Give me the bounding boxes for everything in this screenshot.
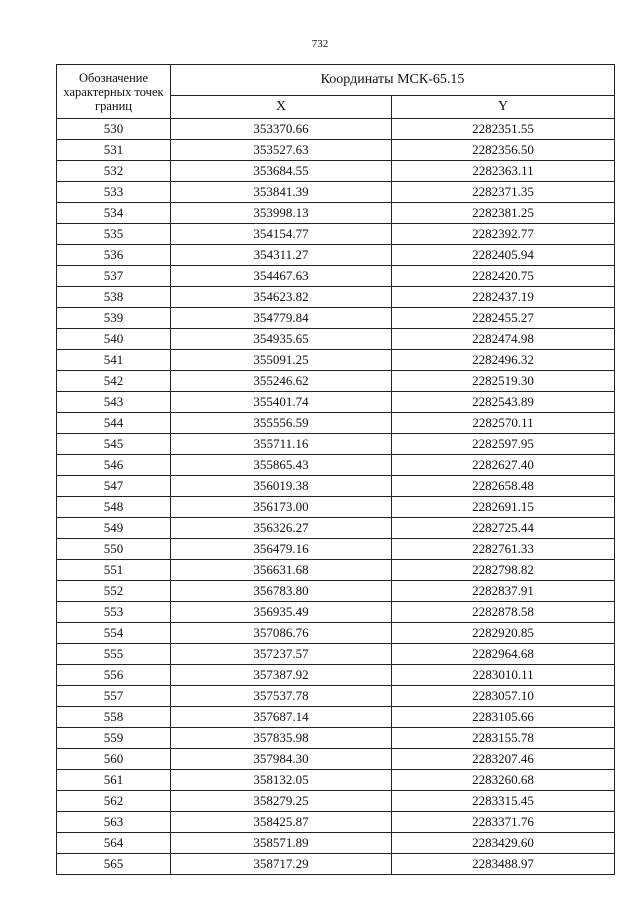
point-id-cell: 555: [57, 644, 171, 665]
coordinates-table: [56, 64, 615, 875]
table-row: [57, 476, 615, 497]
x-coordinate-cell: 354311.27: [171, 245, 392, 266]
page-number: 732: [311, 38, 329, 50]
point-id-cell: 554: [57, 623, 171, 644]
point-id-cell: 551: [57, 560, 171, 581]
point-id-cell: 541: [57, 350, 171, 371]
x-coordinate-cell: 356479.16: [171, 539, 392, 560]
y-coordinate-cell: 2282627.40: [392, 455, 615, 476]
table-row: [57, 707, 615, 728]
point-id-cell: 532: [57, 161, 171, 182]
x-coordinate-cell: 355091.25: [171, 350, 392, 371]
table-row: [57, 602, 615, 623]
x-coordinate-cell: 358279.25: [171, 791, 392, 812]
table-row: [57, 350, 615, 371]
y-coordinate-cell: 2283207.46: [392, 749, 615, 770]
point-id-cell: 563: [57, 812, 171, 833]
table-row: [57, 539, 615, 560]
x-coordinate-cell: 355865.43: [171, 455, 392, 476]
x-coordinate-cell: 354779.84: [171, 308, 392, 329]
x-coordinate-cell: 357687.14: [171, 707, 392, 728]
y-coordinate-cell: 2282519.30: [392, 371, 615, 392]
y-coordinate-cell: 2282878.58: [392, 602, 615, 623]
table-row: [57, 833, 615, 854]
point-id-cell: 535: [57, 224, 171, 245]
x-coordinate-cell: 354935.65: [171, 329, 392, 350]
table-row: [57, 623, 615, 644]
y-coordinate-cell: 2282691.15: [392, 497, 615, 518]
y-coordinate-cell: 2282392.77: [392, 224, 615, 245]
y-coordinate-cell: 2282356.50: [392, 140, 615, 161]
point-id-cell: 552: [57, 581, 171, 602]
point-id-cell: 565: [57, 854, 171, 875]
x-coordinate-cell: 357835.98: [171, 728, 392, 749]
coordinate-system-header: Координаты МСК-65.15: [171, 65, 615, 96]
table-row: [57, 392, 615, 413]
x-coordinate-cell: 356019.38: [171, 476, 392, 497]
table-row: [57, 497, 615, 518]
x-coordinate-cell: 357086.76: [171, 623, 392, 644]
table-row: [57, 203, 615, 224]
point-id-cell: 534: [57, 203, 171, 224]
table-row: [57, 686, 615, 707]
table-row: [57, 161, 615, 182]
point-id-cell: 545: [57, 434, 171, 455]
point-id-cell: 540: [57, 329, 171, 350]
x-coordinate-cell: 353684.55: [171, 161, 392, 182]
table-row: [57, 140, 615, 161]
table-row: [57, 413, 615, 434]
x-coordinate-cell: 353370.66: [171, 119, 392, 140]
y-coordinate-cell: 2283371.76: [392, 812, 615, 833]
y-coordinate-cell: 2282405.94: [392, 245, 615, 266]
y-coordinate-cell: 2282371.35: [392, 182, 615, 203]
table-row: [57, 245, 615, 266]
table-row: [57, 854, 615, 875]
table-row: [57, 812, 615, 833]
table-row: [57, 560, 615, 581]
header-row-group: [57, 65, 615, 96]
x-coordinate-cell: 353998.13: [171, 203, 392, 224]
point-id-cell: 542: [57, 371, 171, 392]
y-coordinate-cell: 2282725.44: [392, 518, 615, 539]
x-coordinate-cell: 357237.57: [171, 644, 392, 665]
table-row: [57, 329, 615, 350]
point-id-cell: 547: [57, 476, 171, 497]
table-row: [57, 434, 615, 455]
point-id-cell: 549: [57, 518, 171, 539]
x-coordinate-cell: 357537.78: [171, 686, 392, 707]
table-row: [57, 728, 615, 749]
y-coordinate-cell: 2282474.98: [392, 329, 615, 350]
point-id-cell: 550: [57, 539, 171, 560]
point-id-cell: 531: [57, 140, 171, 161]
point-id-cell: 560: [57, 749, 171, 770]
y-coordinate-cell: 2283155.78: [392, 728, 615, 749]
point-id-cell: 546: [57, 455, 171, 476]
point-id-cell: 564: [57, 833, 171, 854]
y-coordinate-cell: 2282420.75: [392, 266, 615, 287]
x-coordinate-cell: 358571.89: [171, 833, 392, 854]
table-row: [57, 791, 615, 812]
x-coordinate-cell: 355556.59: [171, 413, 392, 434]
y-coordinate-cell: 2282381.25: [392, 203, 615, 224]
point-id-cell: 530: [57, 119, 171, 140]
table-row: [57, 644, 615, 665]
point-id-cell: 558: [57, 707, 171, 728]
y-coordinate-cell: 2282597.95: [392, 434, 615, 455]
point-id-cell: 544: [57, 413, 171, 434]
point-id-cell: 553: [57, 602, 171, 623]
x-header: X: [171, 96, 392, 119]
y-header: Y: [392, 96, 615, 119]
y-coordinate-cell: 2283315.45: [392, 791, 615, 812]
table-row: [57, 182, 615, 203]
y-coordinate-cell: 2283010.11: [392, 665, 615, 686]
x-coordinate-cell: 355246.62: [171, 371, 392, 392]
y-coordinate-cell: 2282455.27: [392, 308, 615, 329]
table-row: [57, 266, 615, 287]
y-coordinate-cell: 2282837.91: [392, 581, 615, 602]
point-id-cell: 538: [57, 287, 171, 308]
x-coordinate-cell: 358132.05: [171, 770, 392, 791]
x-coordinate-cell: 358717.29: [171, 854, 392, 875]
x-coordinate-cell: 355711.16: [171, 434, 392, 455]
point-id-cell: 537: [57, 266, 171, 287]
point-id-cell: 543: [57, 392, 171, 413]
point-id-cell: 557: [57, 686, 171, 707]
table-row: [57, 665, 615, 686]
table-row: [57, 224, 615, 245]
x-coordinate-cell: 356173.00: [171, 497, 392, 518]
y-coordinate-cell: 2282964.68: [392, 644, 615, 665]
x-coordinate-cell: 354623.82: [171, 287, 392, 308]
point-id-cell: 533: [57, 182, 171, 203]
point-id-cell: 556: [57, 665, 171, 686]
table-row: [57, 119, 615, 140]
y-coordinate-cell: 2282363.11: [392, 161, 615, 182]
point-id-cell: 561: [57, 770, 171, 791]
y-coordinate-cell: 2282496.32: [392, 350, 615, 371]
x-coordinate-cell: 356783.80: [171, 581, 392, 602]
table-body: [57, 119, 615, 875]
table-row: [57, 371, 615, 392]
table-row: [57, 770, 615, 791]
y-coordinate-cell: 2282437.19: [392, 287, 615, 308]
point-id-cell: 536: [57, 245, 171, 266]
table-row: [57, 518, 615, 539]
x-coordinate-cell: 357387.92: [171, 665, 392, 686]
y-coordinate-cell: 2282351.55: [392, 119, 615, 140]
y-coordinate-cell: 2282920.85: [392, 623, 615, 644]
y-coordinate-cell: 2283429.60: [392, 833, 615, 854]
y-coordinate-cell: 2283105.66: [392, 707, 615, 728]
table-row: [57, 308, 615, 329]
x-coordinate-cell: 353841.39: [171, 182, 392, 203]
x-coordinate-cell: 356326.27: [171, 518, 392, 539]
point-label-header: Обозначение характерных точек границ: [57, 65, 171, 119]
x-coordinate-cell: 356935.49: [171, 602, 392, 623]
y-coordinate-cell: 2283057.10: [392, 686, 615, 707]
x-coordinate-cell: 354154.77: [171, 224, 392, 245]
y-coordinate-cell: 2282761.33: [392, 539, 615, 560]
x-coordinate-cell: 354467.63: [171, 266, 392, 287]
y-coordinate-cell: 2282658.48: [392, 476, 615, 497]
y-coordinate-cell: 2283260.68: [392, 770, 615, 791]
x-coordinate-cell: 353527.63: [171, 140, 392, 161]
point-id-cell: 559: [57, 728, 171, 749]
table-row: [57, 581, 615, 602]
x-coordinate-cell: 357984.30: [171, 749, 392, 770]
table-row: [57, 749, 615, 770]
x-coordinate-cell: 358425.87: [171, 812, 392, 833]
point-id-cell: 562: [57, 791, 171, 812]
table-row: [57, 455, 615, 476]
y-coordinate-cell: 2282570.11: [392, 413, 615, 434]
y-coordinate-cell: 2283488.97: [392, 854, 615, 875]
table-row: [57, 287, 615, 308]
y-coordinate-cell: 2282798.82: [392, 560, 615, 581]
point-id-cell: 548: [57, 497, 171, 518]
y-coordinate-cell: 2282543.89: [392, 392, 615, 413]
x-coordinate-cell: 355401.74: [171, 392, 392, 413]
x-coordinate-cell: 356631.68: [171, 560, 392, 581]
point-id-cell: 539: [57, 308, 171, 329]
